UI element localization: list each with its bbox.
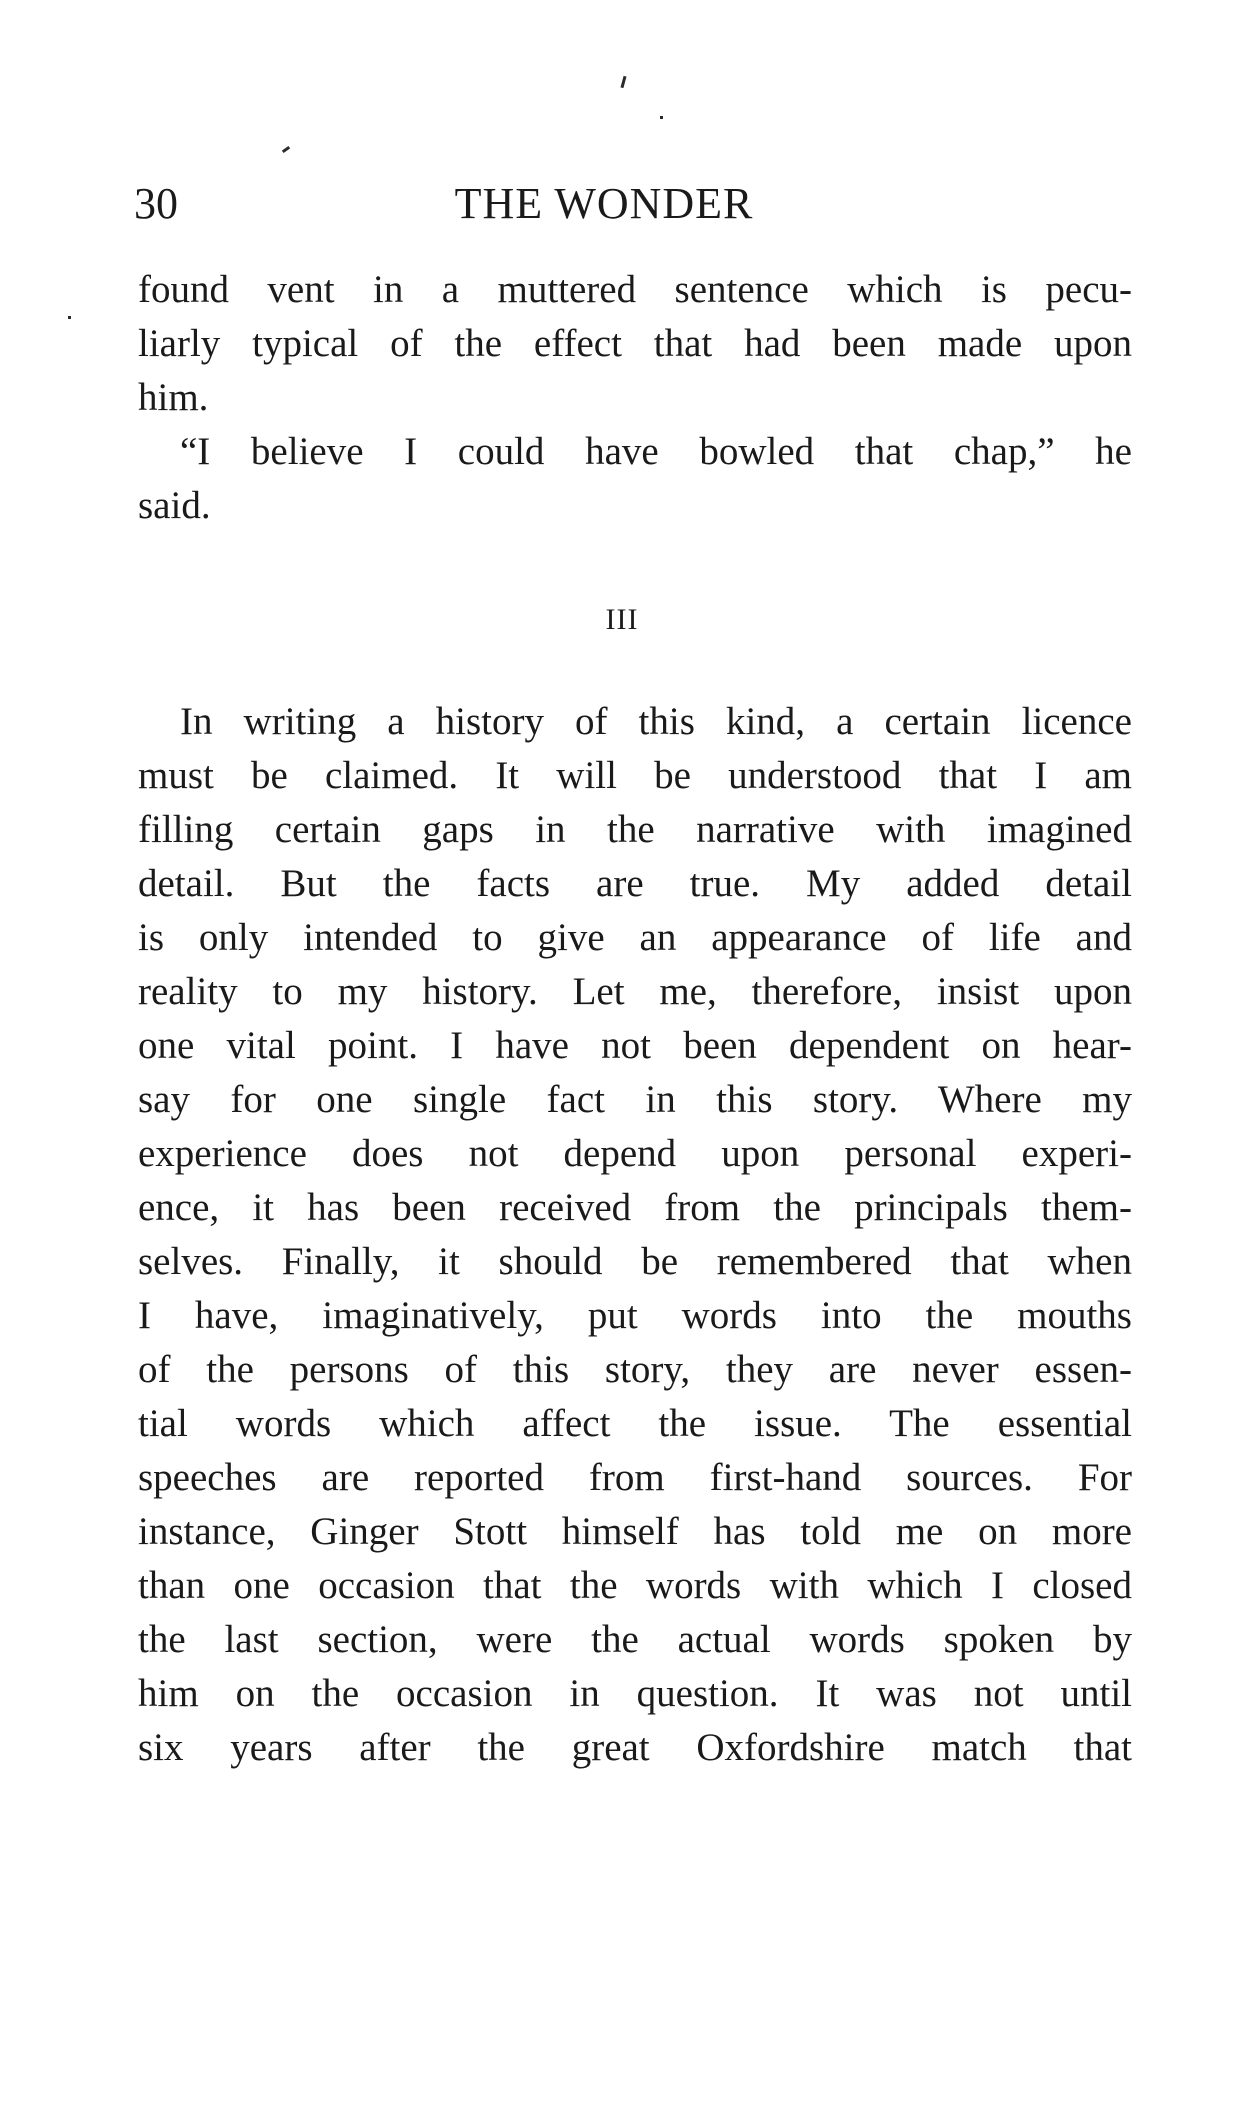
text-line: him on the occasion in question. It was not until	[138, 1672, 1132, 1715]
print-speck	[282, 146, 290, 153]
text-line: speeches are reported from first-hand sources. For	[138, 1456, 1132, 1499]
text-line: selves. Finally, it should be remembered that when	[138, 1240, 1132, 1283]
text-line: of the persons of this story, they are never essen-	[138, 1348, 1132, 1391]
page-header	[134, 178, 1134, 230]
text-line: must be claimed. It will be understood that I am	[138, 754, 1132, 797]
print-speck	[68, 316, 71, 319]
text-line: instance, Ginger Stott himself has told me on more	[138, 1510, 1132, 1553]
text-line: said.	[138, 484, 211, 527]
text-line: “I believe I could have bowled that chap,” he	[180, 430, 1132, 473]
text-line: than one occasion that the words with which I closed	[138, 1564, 1132, 1607]
print-speck	[620, 76, 626, 88]
text-line: say for one single fact in this story. Where my	[138, 1078, 1132, 1121]
print-speck	[660, 116, 663, 119]
text-line: six years after the great Oxfordshire match that	[138, 1726, 1132, 1769]
page-number: 30	[134, 179, 178, 228]
text-line: one vital point. I have not been dependent on hear-	[138, 1024, 1132, 1067]
text-line: found vent in a muttered sentence which is pecu-	[138, 268, 1132, 311]
text-line: filling certain gaps in the narrative with imagined	[138, 808, 1132, 851]
text-line: experience does not depend upon personal experi-	[138, 1132, 1132, 1175]
text-line: the last section, were the actual words spoken by	[138, 1618, 1132, 1661]
text-line: him.	[138, 376, 209, 419]
text-line: is only intended to give an appearance of life and	[138, 916, 1132, 959]
running-title: THE WONDER	[454, 179, 754, 228]
text-line: In writing a history of this kind, a certain licence	[180, 700, 1132, 743]
text-line: detail. But the facts are true. My added detail	[138, 862, 1132, 905]
text-line: liarly typical of the effect that had been made upon	[138, 322, 1132, 365]
text-line: I have, imaginatively, put words into the mouths	[138, 1294, 1132, 1337]
text-line: ence, it has been received from the principals them-	[138, 1186, 1132, 1229]
text-line: tial words which affect the issue. The essential	[138, 1402, 1132, 1445]
text-line: reality to my history. Let me, therefore, insist upon	[138, 970, 1132, 1013]
section-marker: III	[605, 603, 639, 636]
